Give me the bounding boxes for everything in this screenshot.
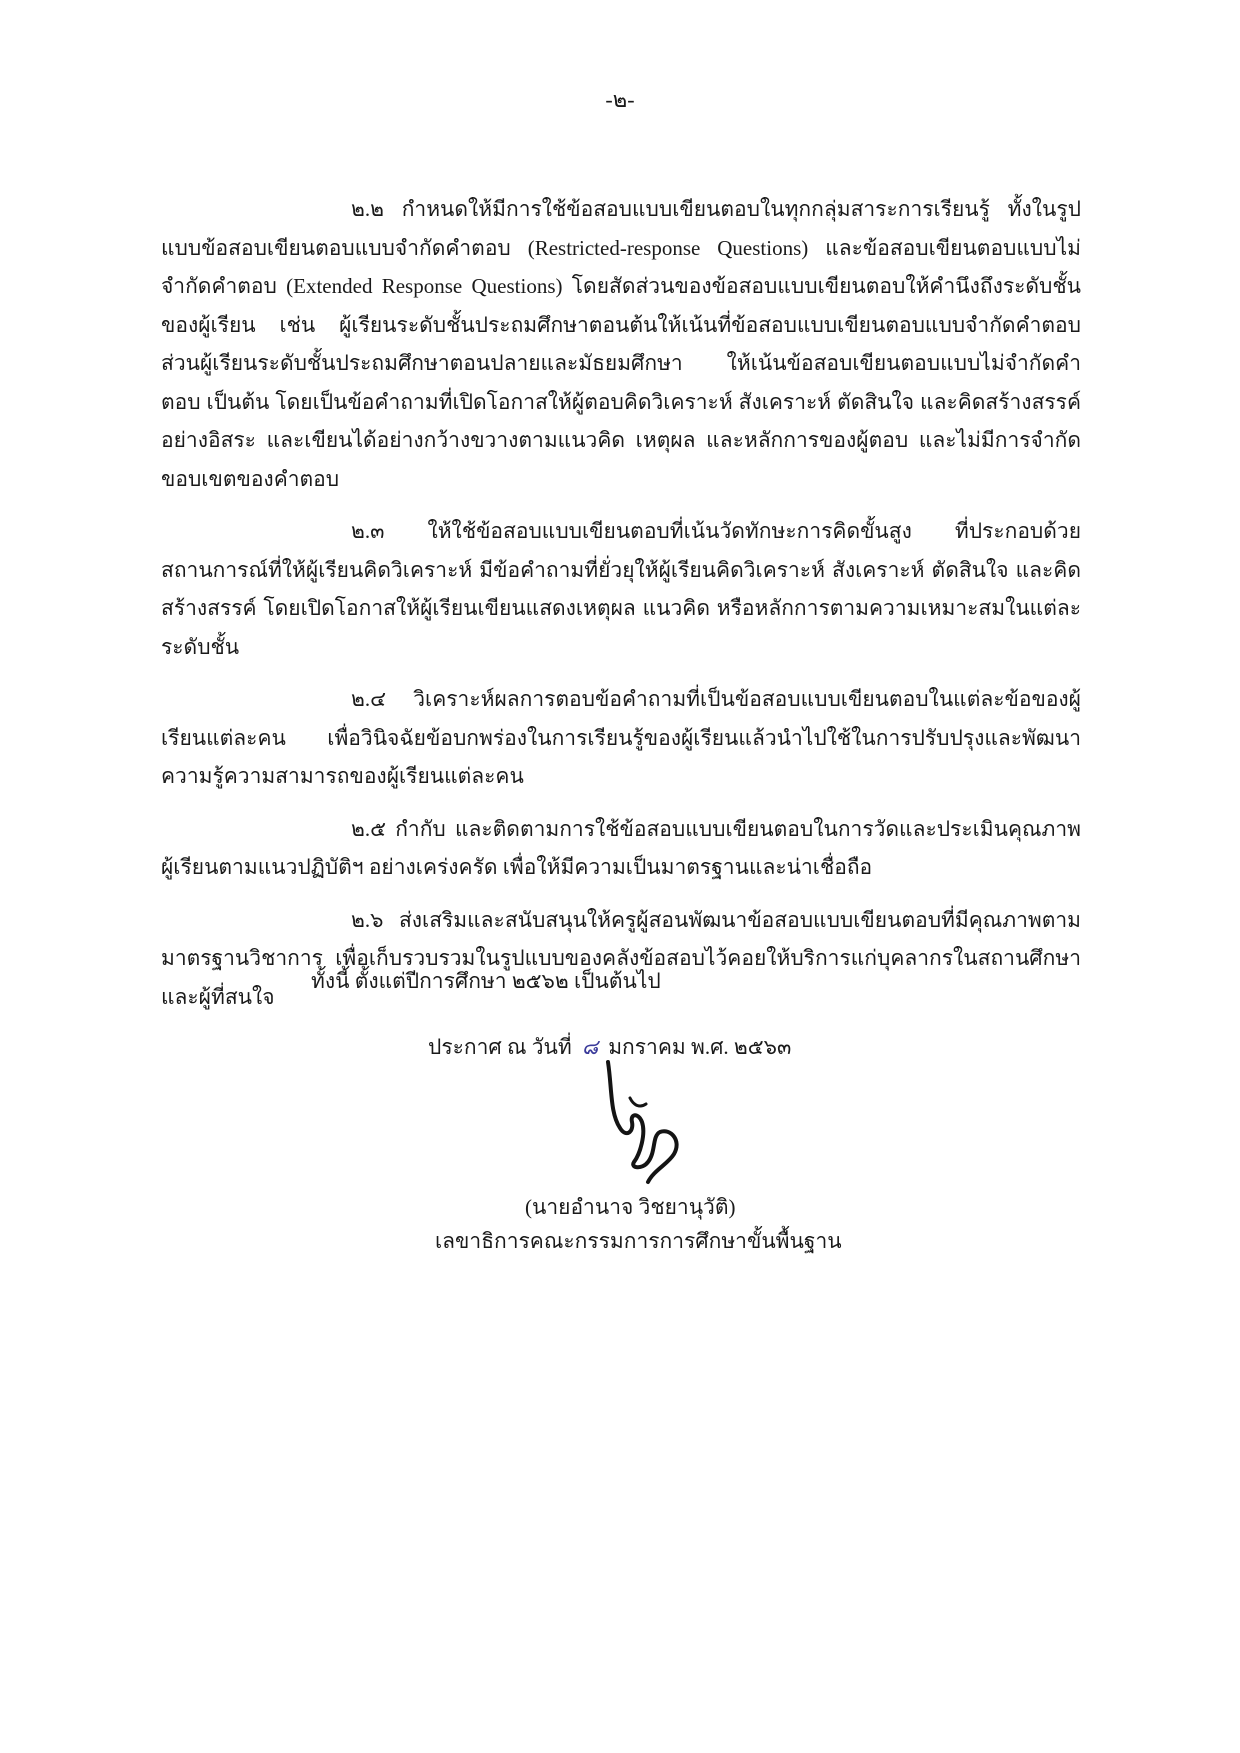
- announcement-suffix: มกราคม พ.ศ. ๒๕๖๓: [608, 1035, 792, 1059]
- paragraph-2-5: ๒.๕ กำกับ และติดตามการใช้ข้อสอบแบบเขียนตอบในการวัดและประเมินคุณภาพผู้เรียนตามแนวปฏิบัติฯ อย่างเคร่งครัด เพื่อให้มีความเป็นมาตรฐานและน่าเชื่อถือ: [161, 816, 1081, 879]
- signer-name: (นายอำนาจ วิชยานุวัติ): [525, 1195, 736, 1219]
- page-number: -๒-: [605, 87, 635, 112]
- announcement-day: ๘: [581, 1035, 599, 1059]
- announcement-prefix: ประกาศ ณ วันที่: [428, 1035, 572, 1059]
- paragraph-2-2: ๒.๒ กำหนดให้มีการใช้ข้อสอบแบบเขียนตอบในทุกกลุ่มสาระการเรียนรู้ ทั้งในรูปแบบข้อสอบเขียนตอบแบบจำกัดคำตอบ (Restricted-response Questions) และข้อสอบเขียนตอบแบบไม่จำกัดคำตอบ (Extended Response Questions) โดยสัดส่วนของข้อสอบแบบเขียนตอบให้คำนึงถึงระดับชั้นของผู้เรียน เช่น ผู้เรียนระดับชั้นประถมศึกษาตอนต้นให้เน้นที่ข้อสอบแบบเขียนตอบแบบจำกัดคำตอบ ส่วนผู้เรียนระดับชั้นประถมศึกษาตอนปลายและมัธยมศึกษา ให้เน้นข้อสอบเขียนตอบแบบไม่จำกัดคำตอบ เป็นต้น โดยเป็นข้อคำถามที่เปิดโอกาสให้ผู้ตอบคิดวิเคราะห์ สังเคราะห์ ตัดสินใจ และคิดสร้างสรรค์อย่างอิสระ และเขียนได้อย่างกว้างขวางตามแนวคิด เหตุผล และหลักการของผู้ตอบ และไม่มีการจำกัดขอบเขตของคำตอบ: [161, 197, 1081, 491]
- handwritten-signature: [590, 1058, 700, 1188]
- document-body: [161, 190, 1081, 1030]
- signer-title: เลขาธิการคณะกรรมการการศึกษาขั้นพื้นฐาน: [435, 1229, 842, 1253]
- paragraph-2-4: ๒.๔ วิเคราะห์ผลการตอบข้อคำถามที่เป็นข้อสอบแบบเขียนตอบในแต่ละข้อของผู้เรียนแต่ละคน เพื่อวินิจฉัยข้อบกพร่องในการเรียนรู้ของผู้เรียนแล้วนำไปใช้ในการปรับปรุงและพัฒนาความรู้ความสามารถของผู้เรียนแต่ละคน: [161, 687, 1081, 788]
- paragraph-2-6: ๒.๖ ส่งเสริมและสนับสนุนให้ครูผู้สอนพัฒนาข้อสอบแบบเขียนตอบที่มีคุณภาพตามมาตรฐานวิชาการ เพื่อเก็บรวบรวมในรูปแบบของคลังข้อสอบไว้คอยให้บริการแก่บุคลากรในสถานศึกษาและผู้ที่สนใจ: [161, 907, 1081, 1009]
- effective-date-statement: ทั้งนี้ ตั้งแต่ปีการศึกษา ๒๕๖๒ เป็นต้นไป: [311, 969, 661, 993]
- paragraph-2-3: ๒.๓ ให้ใช้ข้อสอบแบบเขียนตอบที่เน้นวัดทักษะการคิดขั้นสูง ที่ประกอบด้วยสถานการณ์ที่ให้ผู้เรียนคิดวิเคราะห์ มีข้อคำถามที่ยั่วยุให้ผู้เรียนคิดวิเคราะห์ สังเคราะห์ ตัดสินใจ และคิดสร้างสรรค์ โดยเปิดโอกาสให้ผู้เรียนเขียนแสดงเหตุผล แนวคิด หรือหลักการตามความเหมาะสมในแต่ละระดับชั้น: [161, 519, 1081, 659]
